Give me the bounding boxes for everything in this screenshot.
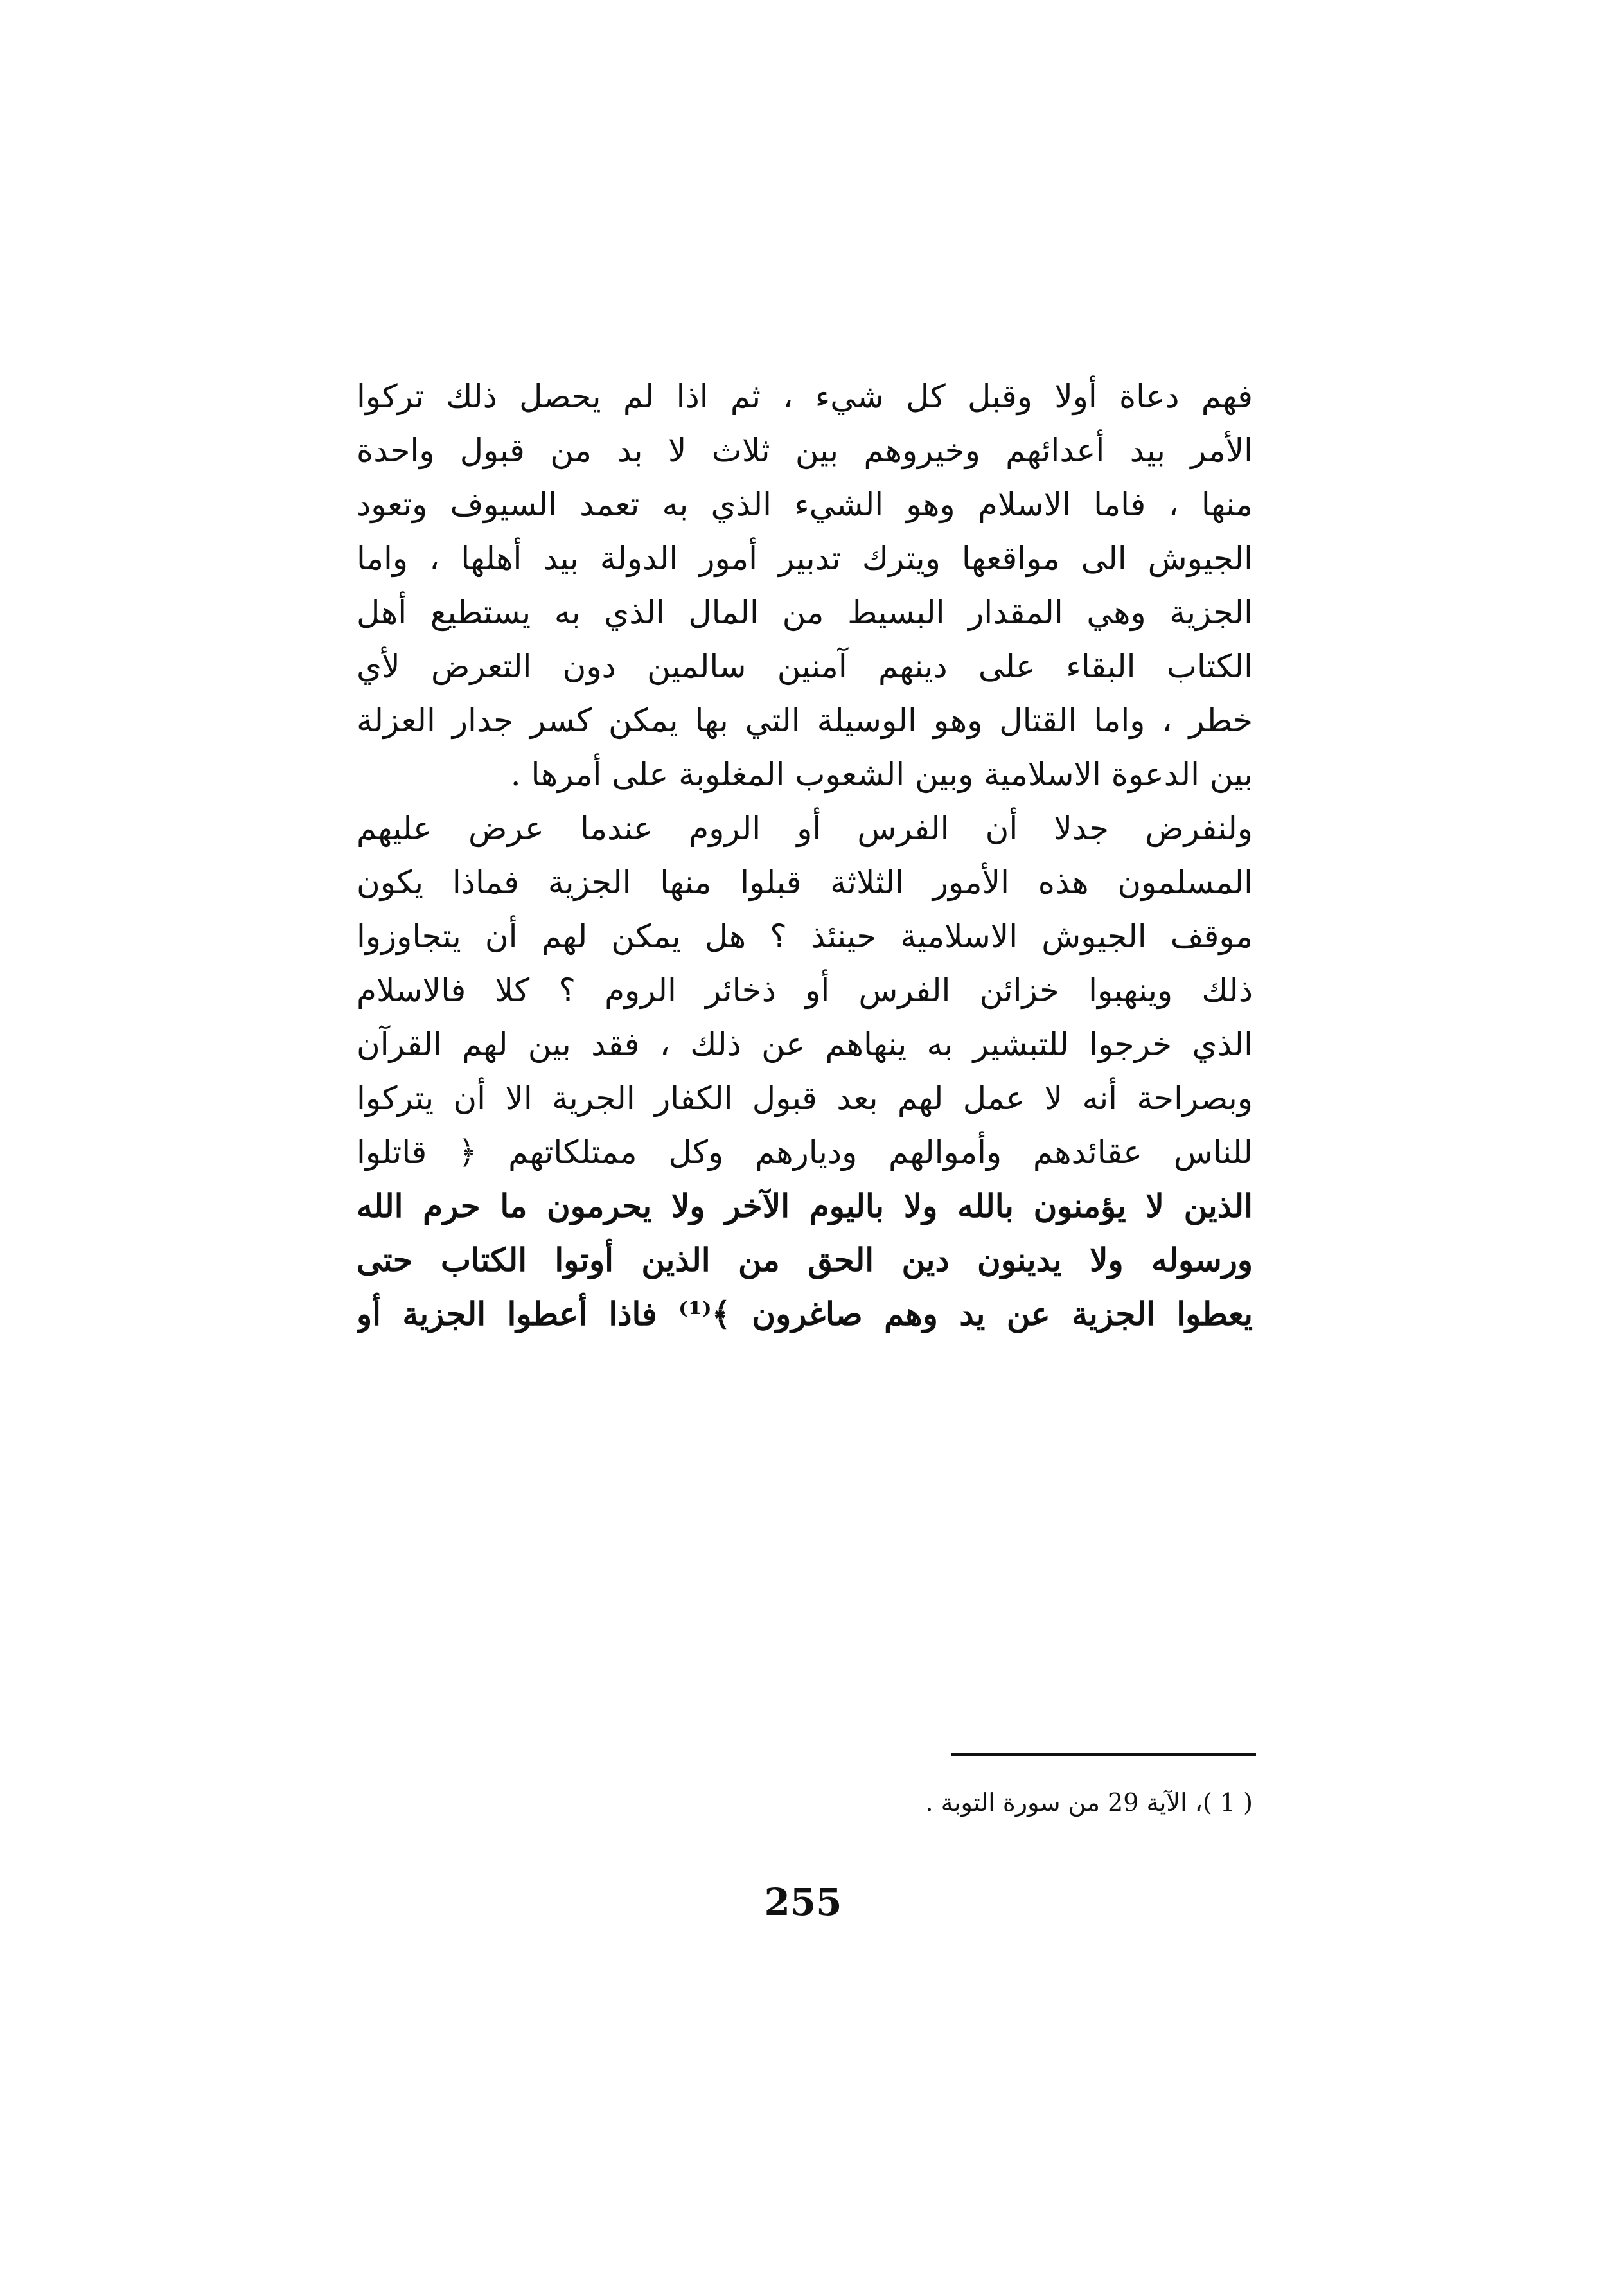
text-line: خطر ، واما القتال وهو الوسيلة التي بها يمكن كسر جدار العزلة (357, 702, 1253, 739)
page-number: 255 (764, 1880, 842, 1924)
text-line: منها ، فاما الاسلام وهو الشيء الذي به تعمد السيوف وتعود (357, 486, 1253, 523)
text-line: موقف الجيوش الاسلامية حينئذ ؟ هل يمكن لهم أن يتجاوزوا (357, 918, 1253, 955)
quran-verse-line: ورسوله ولا يدينون دين الحق من الذين أوتوا الكتاب حتى (357, 1241, 1253, 1279)
text-line: للناس عقائدهم وأموالهم وديارهم وكل ممتلكاتهم ﴿ قاتلوا (357, 1134, 1253, 1171)
text-line: الأمر بيد أعدائهم وخيروهم بين ثلاث لا بد من قبول واحدة (357, 432, 1253, 469)
text-line: ذلك وينهبوا خزائن الفرس أو ذخائر الروم ؟ كلا فالاسلام (357, 972, 1253, 1009)
text-line: ولنفرض جدلا أن الفرس أو الروم عندما عرض عليهم (357, 810, 1253, 847)
body-text (357, 369, 1253, 1341)
text-line: بين الدعوة الاسلامية وبين الشعوب المغلوبة على أمرها . (510, 756, 1253, 793)
text-line: الذي خرجوا للتبشير به ينهاهم عن ذلك ، فقد بين لهم القرآن (357, 1026, 1253, 1063)
quran-verse-line: يعطوا الجزية عن يد وهم صاغرون ﴾⁽¹⁾ فاذا أعطوا الجزية أو (357, 1295, 1253, 1333)
text-line: فهم دعاة أولا وقبل كل شيء ، ثم اذا لم يحصل ذلك تركوا (357, 378, 1253, 415)
text-line: الجزية وهي المقدار البسيط من المال الذي به يستطيع أهل (357, 594, 1253, 631)
text-line: وبصراحة أنه لا عمل لهم بعد قبول الكفار الجرية الا أن يتركوا (357, 1080, 1253, 1117)
footnote-divider (951, 1753, 1256, 1756)
text-line: الكتاب البقاء على دينهم آمنين سالمين دون التعرض لأي (357, 648, 1253, 685)
text-line: الجيوش الى مواقعها ويترك تدبير أمور الدولة بيد أهلها ، واما (357, 540, 1253, 577)
text-line: المسلمون هذه الأمور الثلاثة قبلوا منها الجزية فماذا يكون (357, 864, 1253, 901)
quran-verse-line: الذين لا يؤمنون بالله ولا باليوم الآخر ولا يحرمون ما حرم الله (357, 1187, 1253, 1225)
footnote: ( 1 )، الآية 29 من سورة التوبة . (925, 1788, 1253, 1817)
